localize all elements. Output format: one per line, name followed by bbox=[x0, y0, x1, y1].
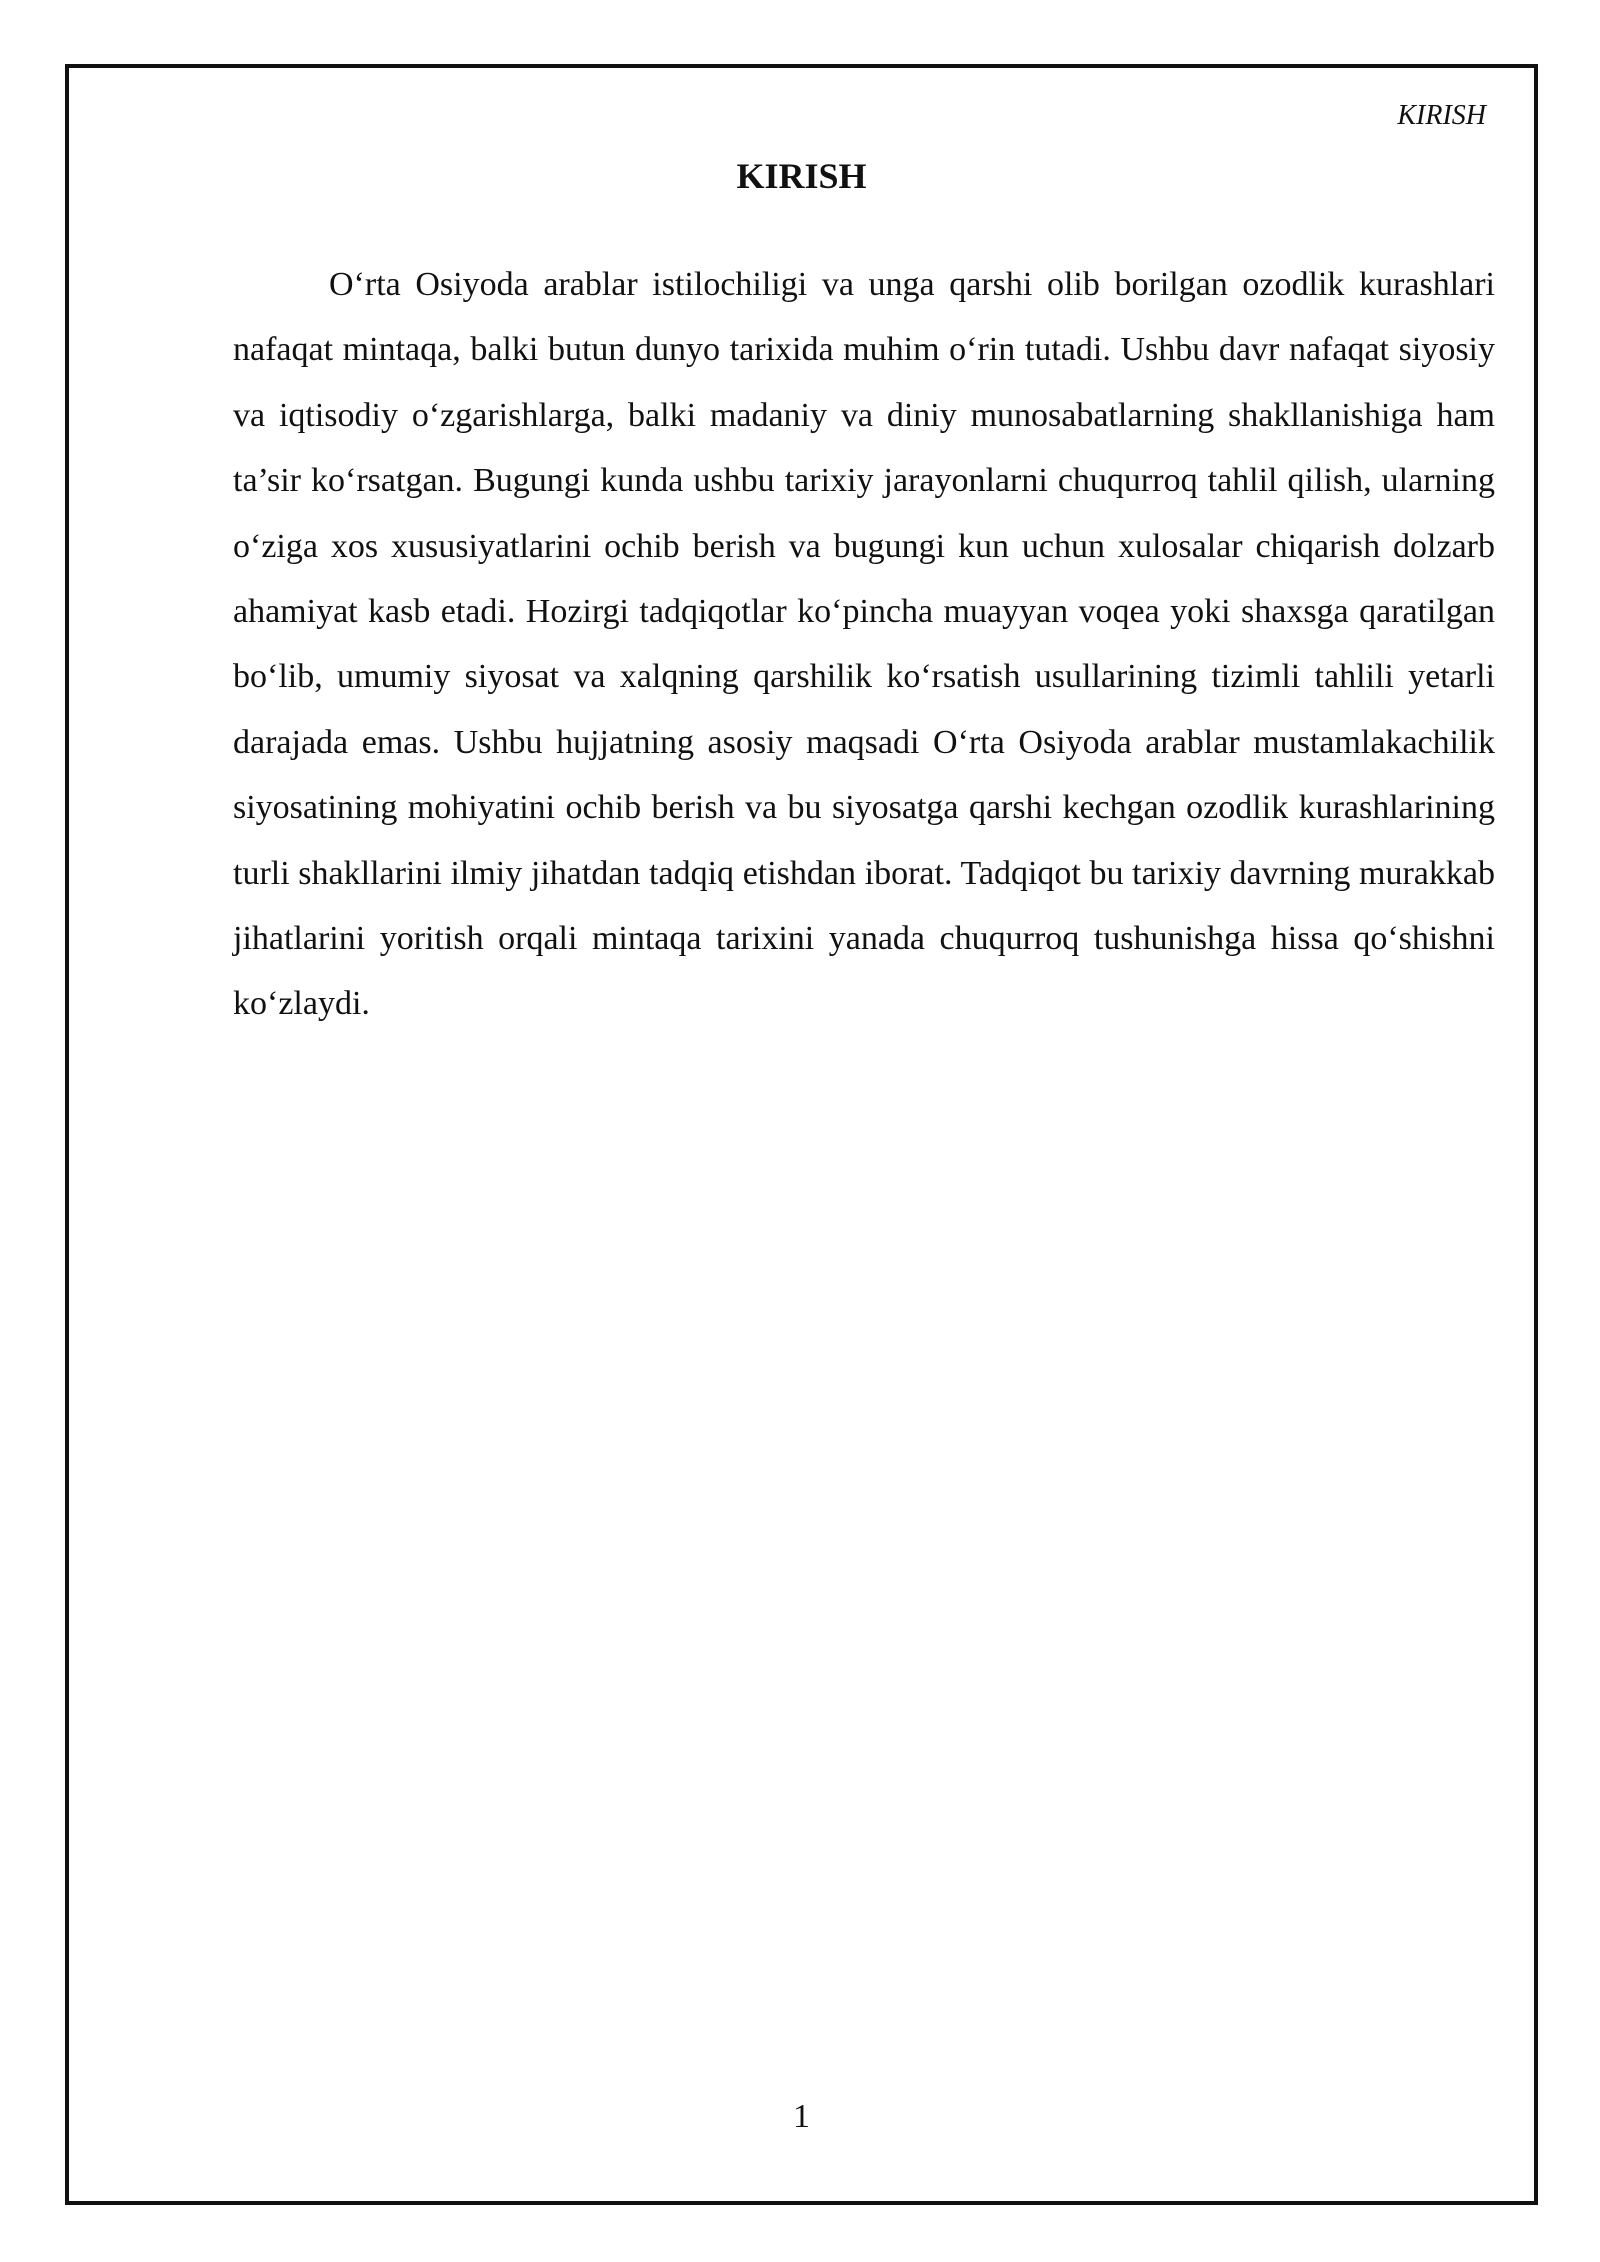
page-title: KIRISH bbox=[736, 156, 867, 196]
page-border bbox=[65, 64, 1538, 2205]
body-paragraph: O‘rta Osiyoda arablar istilochiligi va unga qarshi olib borilgan ozodlik kurashlari nafaqat mintaqa, balki butun dunyo tarixida muhim o‘rin tutadi. Ushbu davr nafaqat siyosiy va iqtisodiy o‘zgarishlarga, balki madaniy va diniy munosabatlarning shakllanishiga ham ta’sir ko‘rsatgan. Bugungi kunda ushbu tarixiy jarayonlarni chuqurroq tahlil qilish, ularning o‘ziga xos xususiyatlarini ochib berish va bugungi kun uchun xulosalar chiqarish dolzarb ahamiyat kasb etadi. Hozirgi tadqiqotlar ko‘pincha muayyan voqea yoki shaxsga qaratilgan bo‘lib, umumiy siyosat va xalqning qarshilik ko‘rsatish usullarining tizimli tahlili yetarli darajada emas. Ushbu hujjatning asosiy maqsadi O‘rta Osiyoda arablar mustamlakachilik siyosatining mohiyatini ochib berish va bu siyosatga qarshi kechgan ozodlik kurashlarining turli shakllarini ilmiy jihatdan tadqiq etishdan iborat. Tadqiqot bu tarixiy davrning murakkab jihatlarini yoritish orqali mintaqa tarixini yanada chuqurroq tushunishga hissa qo‘shishni ko‘zlaydi. bbox=[233, 266, 1495, 1023]
running-header: KIRISH bbox=[1397, 100, 1486, 131]
page-number: 1 bbox=[793, 2098, 810, 2135]
